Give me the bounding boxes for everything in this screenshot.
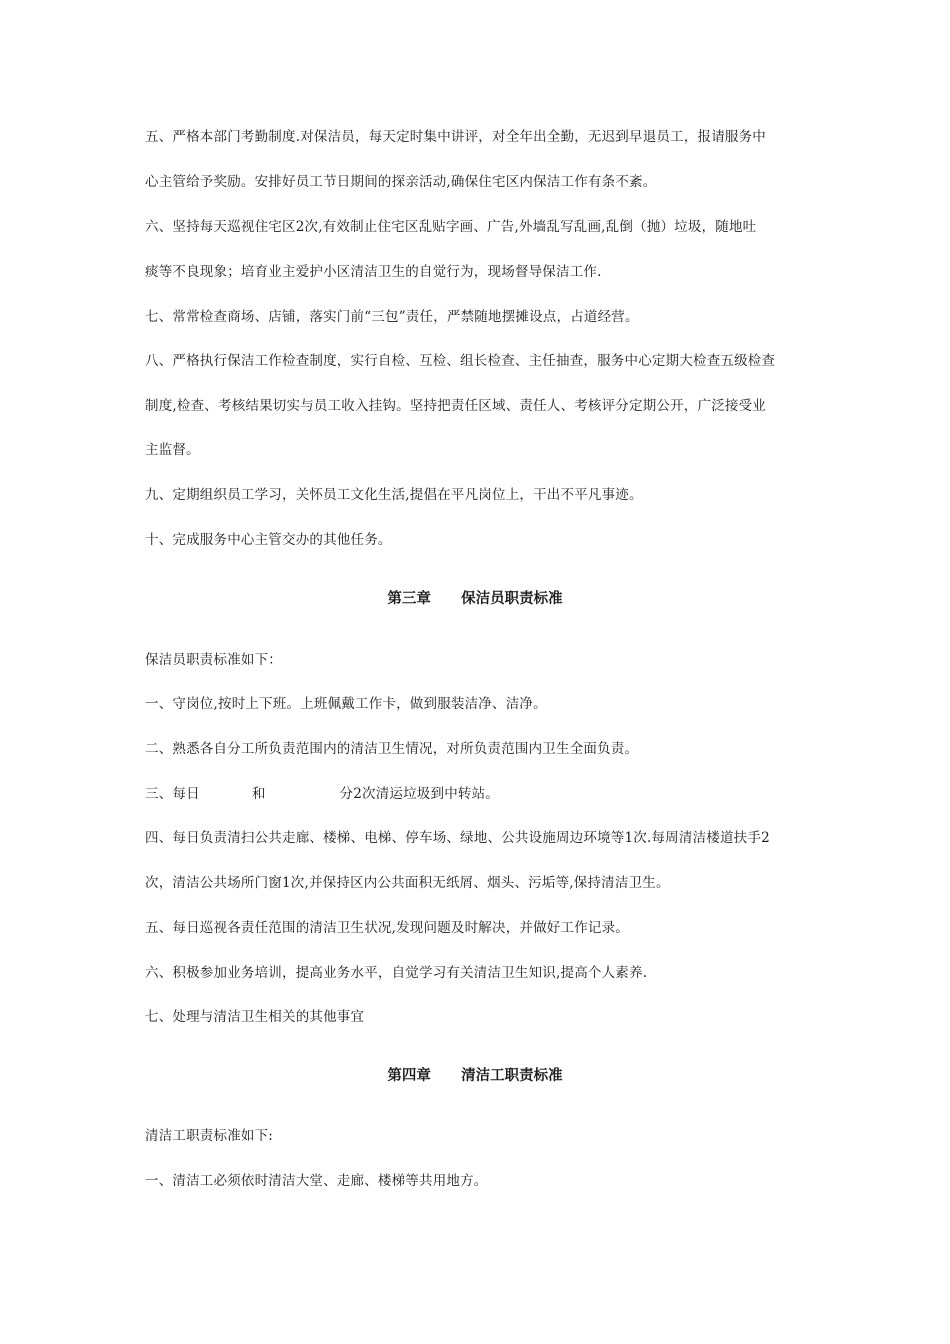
list-item: 一、清洁工必须依时清洁大堂、走廊、楼梯等共用地方。 (145, 1173, 488, 1189)
list-item-part: 三、每日 (145, 786, 200, 802)
paragraph-line: 八、严格执行保洁工作检查制度，实行自检、互检、组长检查、主任抽查，服务中心定期大检查五级检查 (145, 353, 776, 369)
chapter-four-heading: 第四章 清洁工职责标准 (387, 1067, 563, 1084)
paragraph-line: 痰等不良现象；培育业主爱护小区清洁卫生的自觉行为，现场督导保洁工作. (145, 264, 602, 280)
list-item: 四、每日负责清扫公共走廊、楼梯、电梯、停车场、绿地、公共设施周边环境等1次.每周清洁楼道扶手2 (145, 830, 770, 846)
paragraph-line: 七、常常检查商场、店铺，落实门前“三包”责任，严禁随地摆摊设点，占道经营。 (145, 309, 639, 325)
paragraph-line: 五、严格本部门考勤制度.对保洁员，每天定时集中讲评，对全年出全勤，无迟到早退员工，报请服务中 (145, 129, 766, 145)
paragraph-line: 制度,检查、考核结果切实与员工收入挂钩。坚持把责任区域、责任人、考核评分定期公开，广泛接受业 (145, 398, 766, 414)
paragraph-line: 十、完成服务中心主管交办的其他任务。 (145, 532, 392, 548)
paragraph-line: 六、坚持每天巡视住宅区2次,有效制止住宅区乱贴字画、广告,外墙乱写乱画,乱倒（抛）垃圾，随地吐 (145, 219, 757, 235)
list-item: 六、积极参加业务培训，提高业务水平，自觉学习有关清洁卫生知识,提高个人素养. (145, 965, 648, 981)
list-item: 次，清洁公共场所门窗1次,并保持区内公共面积无纸屑、烟头、污垢等,保持清洁卫生。 (145, 875, 670, 891)
chapter-intro: 清洁工职责标准如下: (145, 1128, 274, 1144)
chapter-intro: 保洁员职责标准如下： (145, 652, 282, 668)
paragraph-line: 主监督。 (145, 442, 200, 458)
list-item: 五、每日巡视各责任范围的清洁卫生状况,发现问题及时解决，并做好工作记录。 (145, 920, 629, 936)
list-item-part: 分2次清运垃圾到中转站。 (339, 786, 500, 802)
list-item: 七、处理与清洁卫生相关的其他事宜 (145, 1009, 365, 1025)
list-item-part: 和 (251, 786, 266, 802)
paragraph-line: 九、定期组织员工学习，关怀员工文化生活,提倡在平凡岗位上，干出不平凡事迹。 (145, 487, 643, 503)
list-item: 二、熟悉各自分工所负责范围内的清洁卫生情况，对所负责范围内卫生全面负责。 (145, 741, 639, 757)
chapter-three-heading: 第三章 保洁员职责标准 (387, 590, 563, 607)
list-item (145, 785, 499, 803)
paragraph-line: 心主管给予奖励。安排好员工节日期间的探亲活动,确保住宅区内保洁工作有条不紊。 (145, 174, 657, 190)
list-item: 一、守岗位,按时上下班。上班佩戴工作卡，做到服装洁净、洁净。 (145, 696, 547, 712)
